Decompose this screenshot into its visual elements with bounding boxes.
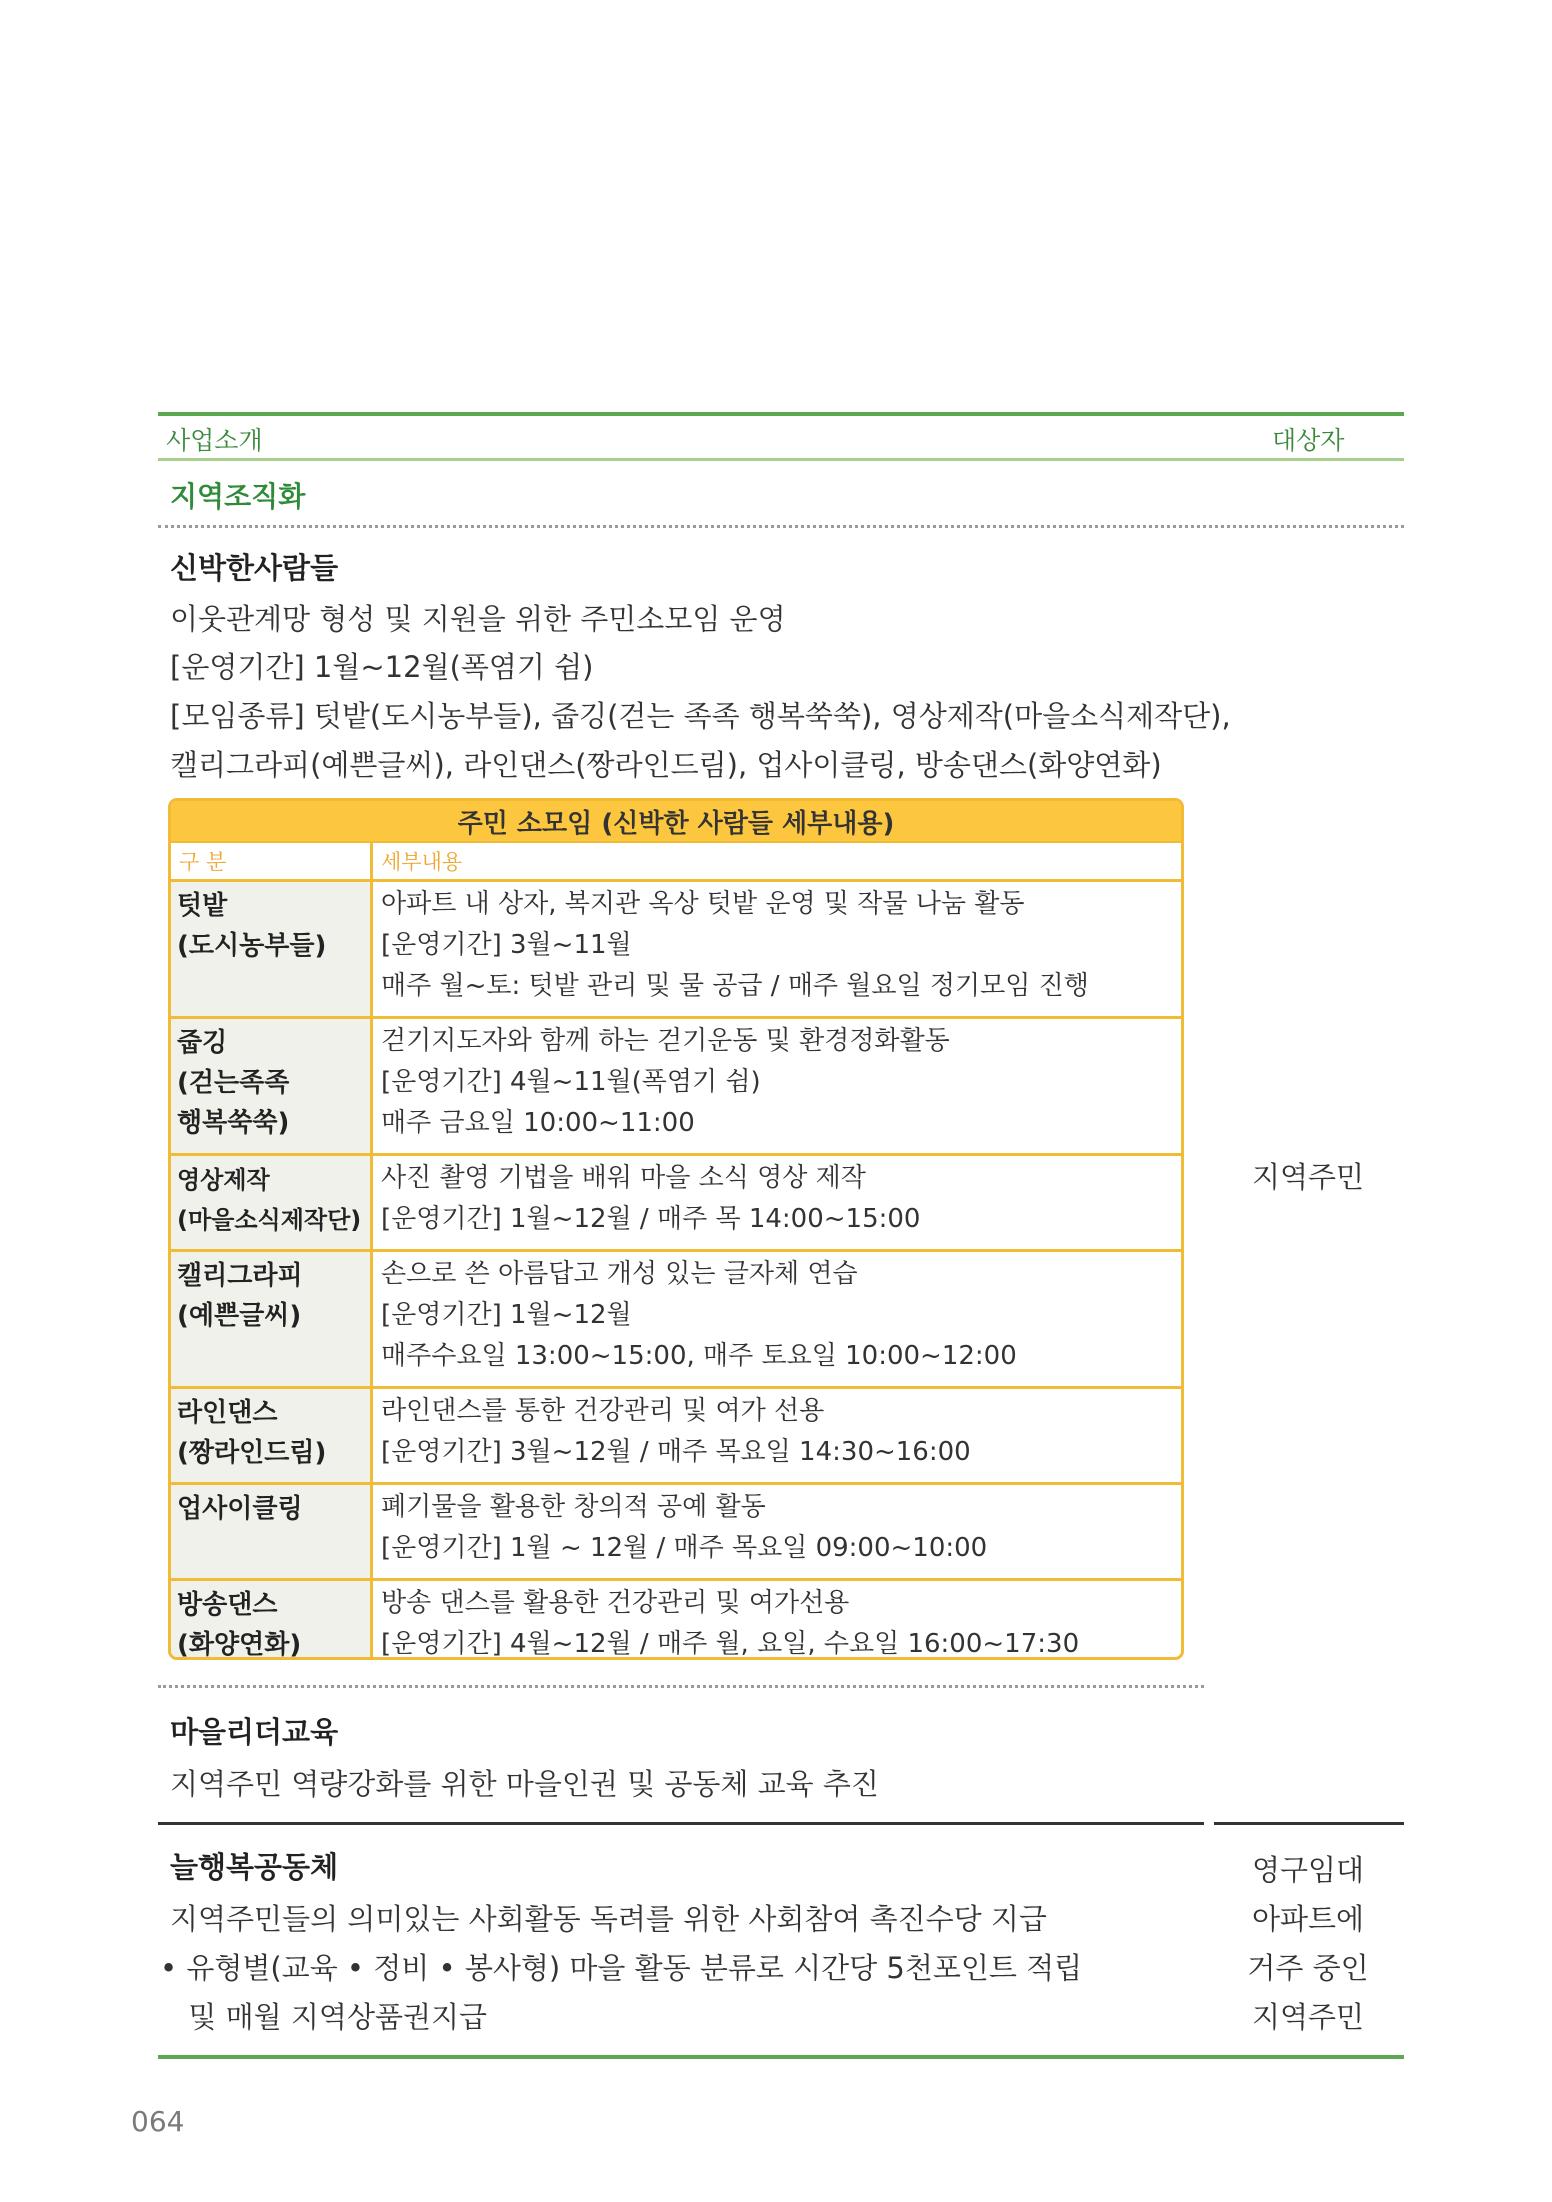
- block3-target-line: 거주 중인: [1247, 1951, 1369, 1985]
- row-name: 줍깅 (걷는족족 행복쑥쑥): [171, 1019, 373, 1153]
- header-top-rule: [158, 412, 1404, 416]
- footer-rule: [158, 2055, 1404, 2059]
- block1-title: 신박한사람들: [170, 551, 339, 585]
- table-row: [171, 1389, 1181, 1485]
- row-details: 걷기지도자와 함께 하는 걷기운동 및 환경정화활동 [운영기간] 4월~11월(폭염기 쉼) 매주 금요일 10:00~11:00: [381, 1026, 950, 1138]
- block3-target-line: 아파트에: [1251, 1902, 1365, 1936]
- block-rule-right: [1214, 1822, 1404, 1825]
- row-details: 방송 댄스를 활용한 건강관리 및 여가선용 [운영기간] 4월~12월 / 매주 월, 요일, 수요일 16:00~17:30: [381, 1588, 1080, 1659]
- table-row: [171, 1252, 1181, 1389]
- table-row: [171, 1019, 1181, 1156]
- row-name: 텃밭 (도시농부들): [171, 882, 373, 1016]
- table-header-details: 세부내용: [381, 850, 463, 874]
- block2-line: 지역주민 역량강화를 위한 마을인권 및 공동체 교육 추진: [170, 1767, 879, 1801]
- block3-target-line: 지역주민: [1251, 2000, 1365, 2034]
- table-row: [171, 882, 1181, 1019]
- block1-line: 캘리그라피(예쁜글씨), 라인댄스(짱라인드림), 업사이클링, 방송댄스(화양연화): [170, 748, 1162, 782]
- table-title: 주민 소모임 (신박한 사람들 세부내용): [171, 801, 1181, 843]
- block1-line: 이웃관계망 형성 및 지원을 위한 주민소모임 운영: [170, 602, 786, 636]
- block3-title: 늘행복공동체: [170, 1850, 339, 1884]
- block1-target: 지역주민: [1251, 1160, 1365, 1194]
- row-details: 아파트 내 상자, 복지관 옥상 텃밭 운영 및 작물 나눔 활동 [운영기간] 3월~11월 매주 월~토: 텃밭 관리 및 물 공급 / 매주 월요일 정기모임 진행: [381, 889, 1089, 1001]
- row-name: 방송댄스 (화양연화): [171, 1581, 373, 1660]
- block3-line: 지역주민들의 의미있는 사회활동 독려를 위한 사회참여 촉진수당 지급: [170, 1902, 1047, 1936]
- block3-line: 및 매월 지역상품권지급: [170, 2000, 488, 2034]
- block-divider: [158, 1685, 1204, 1688]
- row-name: 캘리그라피 (예쁜글씨): [171, 1252, 373, 1386]
- header-target-label: 대상자: [1272, 426, 1345, 455]
- table-header-category: 구 분: [171, 843, 373, 879]
- row-details: 손으로 쓴 아름답고 개성 있는 글자체 연습 [운영기간] 1월~12월 매주수요일 13:00~15:00, 매주 토요일 10:00~12:00: [381, 1259, 1017, 1371]
- table-row: [171, 1581, 1181, 1660]
- detail-table: [168, 798, 1184, 1660]
- block3-line: • 유형별(교육 • 정비 • 봉사형) 마을 활동 분류로 시간당 5천포인트 적립: [160, 1951, 1083, 1985]
- table-row: [171, 1156, 1181, 1252]
- block1-line: [운영기간] 1월~12월(폭염기 쉼): [170, 650, 594, 684]
- row-details: 라인댄스를 통한 건강관리 및 여가 선용 [운영기간] 3월~12월 / 매주 목요일 14:30~16:00: [381, 1396, 971, 1467]
- block-rule-left: [158, 1822, 1204, 1825]
- row-name: 영상제작 (마을소식제작단): [171, 1156, 373, 1249]
- section-divider: [158, 525, 1404, 528]
- row-details: 폐기물을 활용한 창의적 공예 활동 [운영기간] 1월 ~ 12월 / 매주 목요일 09:00~10:00: [381, 1492, 988, 1563]
- page-number: 064: [131, 2105, 185, 2138]
- row-name: 라인댄스 (짱라인드림): [171, 1389, 373, 1482]
- header-intro-label: 사업소개: [166, 426, 263, 455]
- row-details: 사진 촬영 기법을 배워 마을 소식 영상 제작 [운영기간] 1월~12월 / 매주 목 14:00~15:00: [381, 1163, 921, 1234]
- block2-title: 마을리더교육: [170, 1715, 339, 1749]
- block3-target-line: 영구임대: [1251, 1853, 1365, 1887]
- table-header-row: [171, 843, 1181, 882]
- table-row: [171, 1485, 1181, 1581]
- block1-line: [모임종류] 텃밭(도시농부들), 줍깅(걷는 족족 행복쑥쑥), 영상제작(마을소식제작단),: [170, 699, 1231, 733]
- header-bottom-rule: [158, 458, 1404, 461]
- row-name: 업사이클링: [171, 1485, 373, 1578]
- section-title: 지역조직화: [170, 480, 306, 513]
